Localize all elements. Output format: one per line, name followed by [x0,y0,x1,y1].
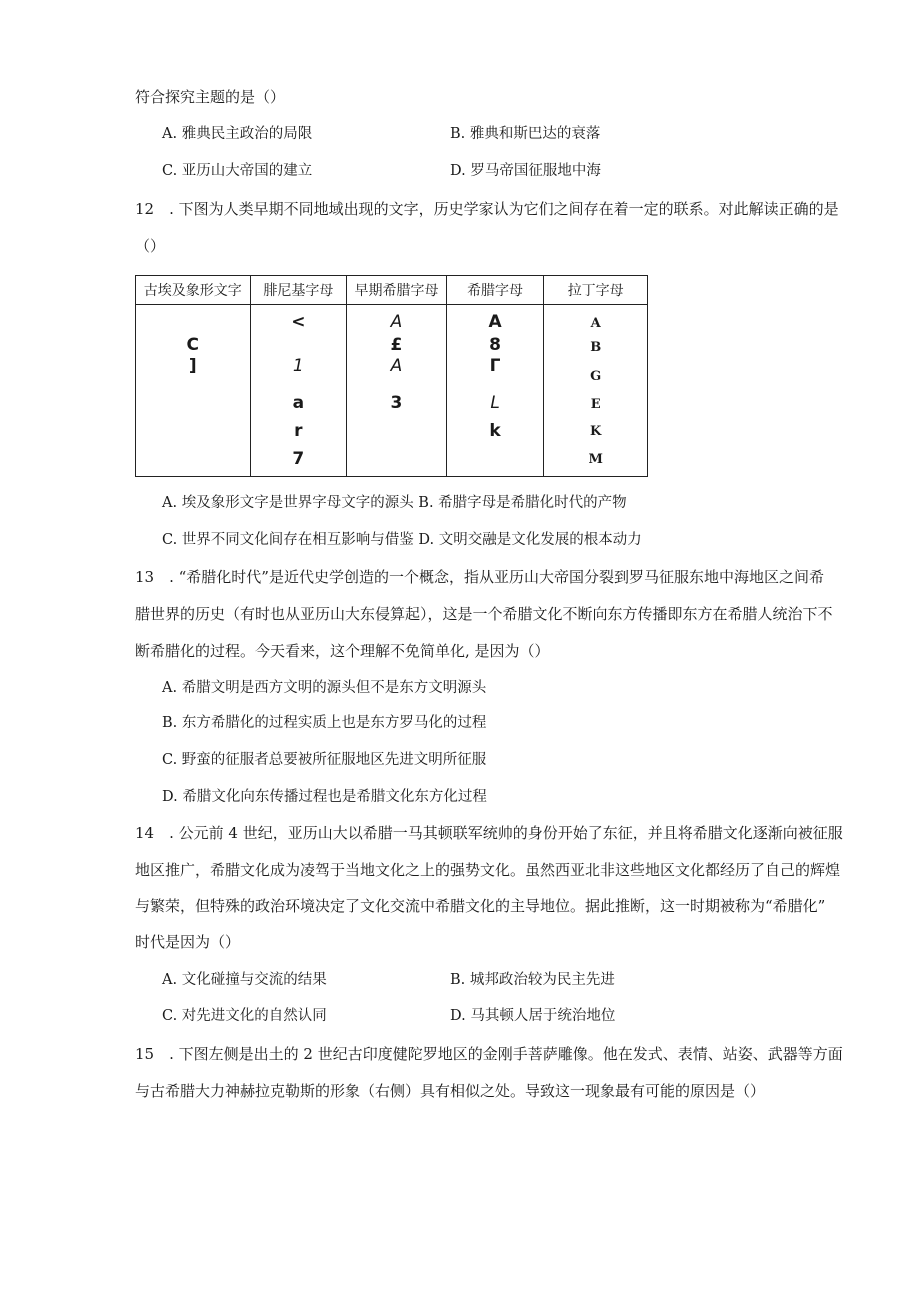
q14-option-c[interactable]: C. 对先进文化的自然认同 [162,1008,327,1024]
q12-stem-line2: （） [135,237,166,255]
q14-stem-line1: 14 . 公元前 4 世纪，亚历山大以希腊一马其顿联军统帅的身份开始了东征，并且将希腊文化逐渐向被征服 [135,824,843,842]
phoenician-glyph: 1 [292,356,304,376]
q14-option-b[interactable]: B. 城邦政治较为民主先进 [450,972,615,988]
q11-stem-tail: 符合探究主题的是（） [135,88,286,106]
header-phoenician: 腓尼基字母 [250,276,347,305]
q13-option-b[interactable]: B. 东方希腊化的过程实质上也是东方罗马化的过程 [162,715,487,731]
egyptian-glyph: C [186,335,199,355]
q14-stem-line3: 与繁荣，但特殊的政治环境决定了文化交流中希腊文化的主导地位。据此推断，这一时期被称为“希腊化” [135,897,826,915]
phoenician-glyph: a [292,393,305,413]
q11-option-d[interactable]: D. 罗马帝国征服地中海 [450,163,601,179]
q15-stem-line1: 15 . 下图左侧是出土的 2 世纪古印度健陀罗地区的金刚手菩萨雕像。他在发式、表情、站姿、武器等方面 [135,1045,843,1063]
greek-glyph: L [490,393,500,413]
phoenician-glyph: 7 [292,449,305,469]
q15-stem-line2: 与古希腊大力神赫拉克勒斯的形象（右侧）具有相似之处。导致这一现象最有可能的原因是（） [135,1082,766,1100]
early-greek-glyph: £ [390,335,403,355]
latin-glyph: G [590,369,602,384]
latin-cell [544,305,648,477]
greek-glyph: A [488,312,502,332]
egyptian-cell [136,305,251,477]
q11-option-c[interactable]: C. 亚历山大帝国的建立 [162,163,313,179]
header-greek: 希腊字母 [446,276,544,305]
q13-option-d[interactable]: D. 希腊文化向东传播过程也是希腊文化东方化过程 [162,789,487,805]
latin-glyph: B [590,340,602,355]
table-header-row [136,276,648,305]
phoenician-cell [250,305,347,477]
greek-glyph: 8 [489,335,501,355]
early-greek-glyph: A [390,356,403,376]
phoenician-glyph: < [291,312,306,332]
phoenician-glyph: r [294,421,303,441]
q13-option-c[interactable]: C. 野蛮的征服者总要被所征服地区先进文明所征服 [162,752,487,768]
q14-stem-line4: 时代是因为（） [135,933,241,951]
greek-cell [446,305,544,477]
q13-stem-line2: 腊世界的历史（有时也从亚历山大东侵算起），这是一个希腊文化不断向东方传播即东方在希腊人统治下不 [135,605,833,623]
latin-glyph: E [590,397,601,412]
greek-glyph: k [489,421,501,441]
q14-option-d[interactable]: D. 马其顿人居于统治地位 [450,1008,616,1024]
egyptian-glyph: ] [188,356,197,376]
greek-glyph: Γ [489,356,501,376]
header-early-greek: 早期希腊字母 [347,276,447,305]
q14-stem-line2: 地区推广，希腊文化成为凌驾于当地文化之上的强势文化。虽然西亚北非这些地区文化都经历了自己的辉煌 [135,861,841,879]
q13-stem-line1: 13 . “希腊化时代”是近代史学创造的一个概念，指从亚历山大帝国分裂到罗马征服东地中海地区之间希 [135,568,824,586]
latin-glyph: M [588,452,603,467]
early-greek-glyph: A [390,312,403,332]
q14-option-a[interactable]: A. 文化碰撞与交流的结果 [162,972,327,988]
early-greek-glyph: 3 [390,393,403,413]
q12-options-ab[interactable]: A. 埃及象形文字是世界字母文字的源头 B. 希腊字母是希腊化时代的产物 [162,495,627,511]
header-egyptian: 古埃及象形文字 [136,276,251,305]
latin-glyph: A [590,316,601,331]
q11-option-a[interactable]: A. 雅典民主政治的局限 [162,126,313,142]
alphabet-comparison-table [135,275,648,477]
header-latin: 拉丁字母 [544,276,648,305]
q11-option-b[interactable]: B. 雅典和斯巴达的衰落 [450,126,601,142]
latin-glyph: K [590,424,602,439]
q13-stem-line3: 断希腊化的过程。今天看来，这个理解不免简单化, 是因为（） [135,642,550,660]
q12-options-cd[interactable]: C. 世界不同文化间存在相互影响与借鉴 D. 文明交融是文化发展的根本动力 [162,532,642,548]
early-greek-cell [347,305,447,477]
q13-option-a[interactable]: A. 希腊文明是西方文明的源头但不是东方文明源头 [162,680,487,696]
table-glyph-row [136,305,648,477]
q12-stem-line1: 12 . 下图为人类早期不同地域出现的文字，历史学家认为它们之间存在着一定的联系。对此解读正确的是 [135,200,839,218]
